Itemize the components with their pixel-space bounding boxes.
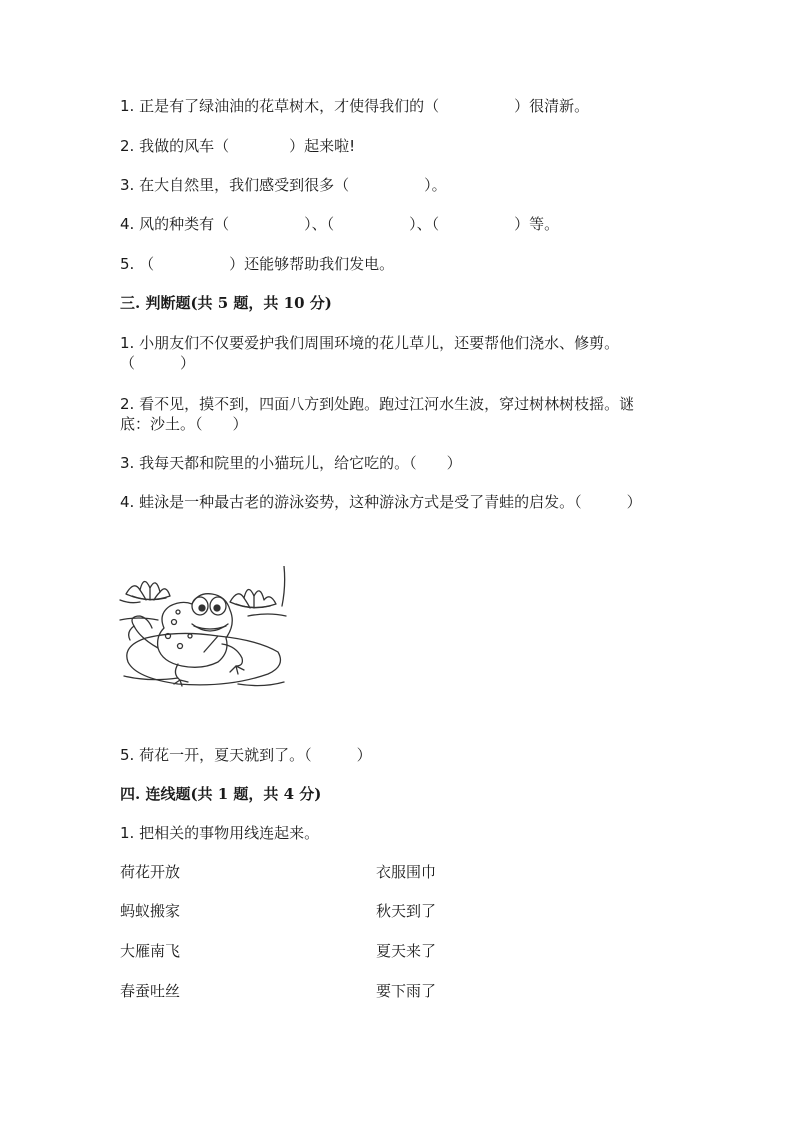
judge-question-1-line-2: （ ） xyxy=(120,354,196,372)
fill-question-2: 2. 我做的风车（ ）起来啦! xyxy=(120,137,356,155)
judge-question-2-line-1: 2. 看不见，摸不到，四面八方到处跑。跑过江河水生波，穿过树林树枝摇。谜 xyxy=(120,395,635,413)
section-4-title: 四. 连线题(共 1 题，共 4 分) xyxy=(120,785,322,803)
judge-question-3: 3. 我每天都和院里的小猫玩儿，给它吃的。（ ） xyxy=(120,454,462,472)
match-left-item: 蚂蚁搬家 xyxy=(120,902,181,920)
frog-illustration xyxy=(118,566,290,694)
fill-question-1: 1. 正是有了绿油油的花草树木，才使得我们的（ ）很清新。 xyxy=(120,97,590,115)
match-right-item: 衣服围巾 xyxy=(376,863,437,881)
match-right-item: 夏天来了 xyxy=(376,942,437,960)
judge-question-2-line-2: 底：沙土。（ ） xyxy=(120,415,248,433)
section-3-title: 三. 判断题(共 5 题，共 10 分) xyxy=(120,294,332,312)
fill-question-4: 4. 风的种类有（ ）、（ ）、（ ）等。 xyxy=(120,215,560,233)
match-left-item: 荷花开放 xyxy=(120,863,181,881)
fill-question-3: 3. 在大自然里，我们感受到很多（ ）。 xyxy=(120,176,447,194)
match-right-item: 秋天到了 xyxy=(376,902,437,920)
judge-question-1-line-1: 1. 小朋友们不仅要爱护我们周围环境的花儿草儿，还要帮他们浇水、修剪。 xyxy=(120,334,620,352)
match-right-item: 要下雨了 xyxy=(376,982,437,1000)
fill-question-5: 5. （ ）还能够帮助我们发电。 xyxy=(120,255,395,273)
match-left-item: 大雁南飞 xyxy=(120,942,181,960)
judge-question-5: 5. 荷花一开，夏天就到了。（ ） xyxy=(120,746,372,764)
judge-question-4: 4. 蛙泳是一种最古老的游泳姿势，这种游泳方式是受了青蛙的启发。（ ） xyxy=(120,493,642,511)
match-question-1: 1. 把相关的事物用线连起来。 xyxy=(120,824,320,842)
match-left-item: 春蚕吐丝 xyxy=(120,982,181,1000)
